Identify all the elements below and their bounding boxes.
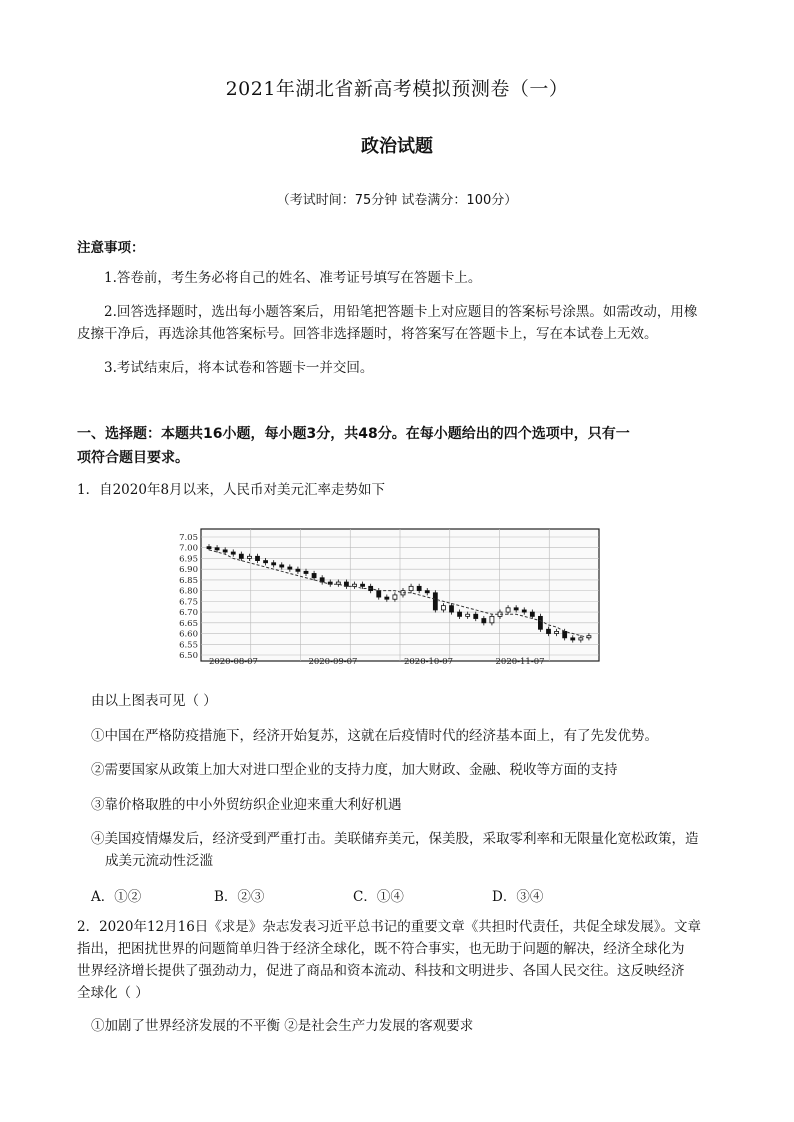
candle-body: [377, 591, 381, 597]
section-heading-line1: 一、选择题：本题共16小题，每小题3分，共48分。在每小题给出的四个选项中，只有一: [77, 426, 630, 442]
candle-body: [223, 550, 227, 552]
notice-heading: 注意事项：: [77, 240, 145, 256]
candle-body: [506, 608, 510, 612]
y-tick-label: 6.80: [179, 586, 198, 597]
candle-body: [571, 638, 575, 640]
notice-item-3: 3.考试结束后，将本试卷和答题卡一并交回。: [104, 360, 374, 376]
candle-body: [312, 573, 316, 577]
question-2-line-1: 2．2020年12月16日《求是》杂志发表习近平总书记的重要文章《共担时代责任，共促全球发展》。文章: [77, 919, 702, 935]
candle-body: [272, 563, 276, 565]
candle-body: [547, 629, 551, 633]
candle-body: [417, 586, 421, 590]
candle-body: [393, 595, 397, 599]
question-2-line-2: 指出，把困扰世界的问题简单归咎于经济全球化，既不符合事实，也无助于问题的解决，经济全球化为: [77, 941, 685, 957]
candle-body: [239, 554, 243, 558]
candle-body: [361, 584, 365, 586]
y-tick-label: 6.55: [179, 640, 198, 651]
y-tick-label: 6.95: [179, 554, 198, 565]
candle-body: [441, 606, 445, 610]
candle-body: [264, 561, 268, 563]
question-1-option-2: ②需要国家从政策上加大对进口型企业的支持力度，加大财政、金融、税收等方面的支持: [91, 762, 618, 778]
candle-body: [231, 552, 235, 554]
candle-body: [514, 608, 518, 610]
x-tick-label: 2020-11-07: [495, 657, 545, 665]
section-heading: [77, 422, 717, 470]
y-tick-label: 6.75: [179, 597, 198, 608]
candle-body: [458, 612, 462, 616]
question-2-line-4: 全球化（ ）: [77, 985, 149, 1001]
candle-body: [579, 638, 583, 640]
question-1-lead: 由以上图表可见（ ）: [91, 693, 217, 709]
chart-y-ticks: [179, 533, 198, 661]
y-tick-label: 7.00: [179, 543, 198, 554]
candle-body: [522, 610, 526, 612]
section-heading-line2: 项符合题目要求。: [77, 450, 189, 466]
candle-body: [482, 619, 486, 623]
notice-item-2: 2.回答选择题时，选出每小题答案后，用铅笔把答题卡上对应题目的答案标号涂黑。如需改动，用橡: [104, 304, 698, 320]
candle-body: [304, 571, 308, 573]
candle-body: [474, 614, 478, 618]
candle-body: [530, 612, 534, 616]
x-tick-label: 2020-10-07: [403, 657, 453, 665]
candle-body: [563, 631, 567, 637]
question-1-option-4-cont: 成美元流动性泛滥: [105, 853, 213, 869]
x-tick-label: 2020-09-07: [308, 657, 358, 665]
candle-body: [385, 597, 389, 599]
question-1-stem: 1．自2020年8月以来，人民币对美元汇率走势如下: [77, 482, 386, 498]
y-tick-label: 6.70: [179, 608, 198, 619]
candle-body: [215, 548, 219, 550]
question-2-options: ①加剧了世界经济发展的不平衡 ②是社会生产力发展的客观要求: [91, 1018, 474, 1034]
candle-body: [555, 631, 559, 633]
candle-body: [256, 556, 260, 560]
y-tick-label: 6.85: [179, 575, 198, 586]
candle-body: [288, 567, 292, 569]
exam-title: 2021年湖北省新高考模拟预测卷（一）: [225, 78, 569, 100]
subject-title: 政治试题: [361, 136, 433, 157]
candle-body: [280, 565, 284, 567]
notice-item-1: 1.答卷前，考生务必将自己的姓名、准考证号填写在答题卡上。: [104, 270, 482, 286]
y-tick-label: 6.60: [179, 629, 198, 640]
y-tick-label: 6.50: [179, 651, 198, 661]
exam-info: （考试时间：75分钟 试卷满分：100分）: [276, 193, 518, 208]
candle-body: [490, 616, 494, 622]
candle-body: [207, 547, 211, 549]
y-tick-label: 7.05: [179, 533, 198, 543]
candle-body: [466, 614, 470, 616]
choice-d[interactable]: D．③④: [492, 889, 544, 905]
notice-item-2-cont: 皮擦干净后，再选涂其他答案标号。回答非选择题时，将答案写在答题卡上，写在本试卷上无效。: [77, 326, 658, 342]
question-1-option-3: ③靠价格取胜的中小外贸纺织企业迎来重大利好机遇: [91, 797, 402, 813]
candle-body: [247, 556, 251, 558]
candle-body: [425, 591, 429, 593]
x-tick-label: 2020-08-07: [208, 657, 258, 665]
choice-c[interactable]: C．①④: [353, 889, 404, 905]
y-tick-label: 6.90: [179, 565, 198, 576]
candle-body: [433, 593, 437, 610]
exchange-rate-chart: [163, 515, 603, 665]
candle-body: [409, 586, 413, 590]
question-1-option-4: ④美国疫情爆发后，经济受到严重打击。美联储弃美元，保美股，采取零利率和无限量化宽松政策，造: [91, 831, 699, 847]
question-1-option-1: ①中国在严格防疫措施下，经济开始复苏，这就在后疫情时代的经济基本面上，有了先发优势。: [91, 728, 658, 744]
candle-body: [296, 569, 300, 571]
choice-b[interactable]: B．②③: [214, 889, 265, 905]
y-tick-label: 6.65: [179, 618, 198, 629]
question-2-line-3: 世界经济增长提供了强劲动力，促进了商品和资本流动、科技和文明进步、各国人民交往。这反映经济: [77, 963, 685, 979]
choice-a[interactable]: A．①②: [91, 889, 142, 905]
candle-body: [538, 616, 542, 629]
candle-body: [450, 606, 454, 612]
